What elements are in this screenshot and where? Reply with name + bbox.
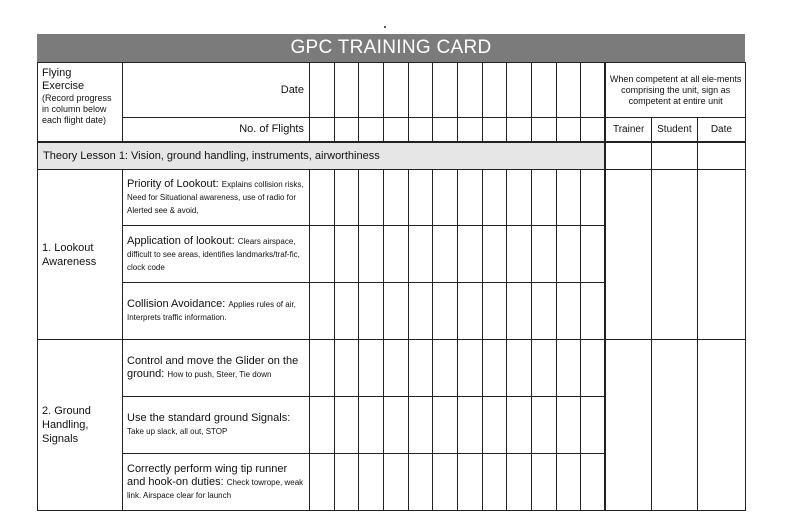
flight-date-cell[interactable] — [531, 63, 556, 118]
progress-cell[interactable] — [556, 226, 581, 283]
progress-cell[interactable] — [359, 170, 384, 226]
progress-cell[interactable] — [310, 397, 335, 454]
training-grid — [37, 62, 746, 511]
progress-cell[interactable] — [457, 226, 482, 283]
progress-cell[interactable] — [408, 454, 433, 511]
element-detail: Applies rules of air, Interprets traffic information. — [127, 300, 296, 322]
element-name: Correctly perform wing tip runner and hook-on duties: — [127, 462, 288, 488]
flight-count-cell[interactable] — [359, 118, 384, 142]
progress-cell[interactable] — [482, 454, 507, 511]
flight-count-cell[interactable] — [383, 118, 408, 142]
flight-date-cell[interactable] — [433, 63, 458, 118]
progress-cell[interactable] — [457, 454, 482, 511]
theory-lesson: Theory Lesson 1: Vision, ground handling, instruments, airworthiness — [38, 142, 606, 170]
element-row — [38, 340, 746, 397]
progress-cell[interactable] — [482, 340, 507, 397]
student-sign-cell[interactable] — [651, 142, 697, 170]
training-card — [37, 34, 745, 510]
flight-date-cell[interactable] — [408, 63, 433, 118]
progress-cell[interactable] — [334, 170, 359, 226]
progress-cell[interactable] — [581, 397, 606, 454]
progress-cell[interactable] — [482, 226, 507, 283]
progress-cell[interactable] — [383, 397, 408, 454]
card-title: GPC TRAINING CARD — [37, 34, 745, 62]
flight-date-cell[interactable] — [310, 63, 335, 118]
progress-cell[interactable] — [531, 454, 556, 511]
progress-cell[interactable] — [482, 170, 507, 226]
progress-cell[interactable] — [556, 283, 581, 340]
trainer-header: Trainer — [605, 118, 651, 142]
flight-count-cell[interactable] — [408, 118, 433, 142]
flight-count-cell[interactable] — [581, 118, 606, 142]
progress-cell[interactable] — [507, 397, 532, 454]
progress-cell[interactable] — [359, 340, 384, 397]
progress-cell[interactable] — [433, 397, 458, 454]
student-sign-cell[interactable] — [651, 340, 697, 511]
progress-cell[interactable] — [457, 340, 482, 397]
flight-date-cell[interactable] — [383, 63, 408, 118]
progress-cell[interactable] — [359, 283, 384, 340]
progress-cell[interactable] — [556, 454, 581, 511]
progress-cell[interactable] — [408, 283, 433, 340]
progress-cell[interactable] — [334, 340, 359, 397]
theory-row — [38, 142, 746, 170]
trainer-sign-cell[interactable] — [605, 170, 651, 340]
date-label: Date — [123, 63, 310, 118]
element-description — [123, 454, 310, 511]
progress-cell[interactable] — [310, 340, 335, 397]
flight-date-cell[interactable] — [581, 63, 606, 118]
unit-title: 1. Lookout Awareness — [38, 170, 123, 340]
progress-cell[interactable] — [334, 397, 359, 454]
date-row — [38, 63, 746, 118]
flight-count-cell[interactable] — [556, 118, 581, 142]
flying-exercise-header: Flying Exercise (Record progress in column below each flight date) — [38, 63, 123, 142]
progress-cell[interactable] — [581, 283, 606, 340]
signoff-date-header: Date — [697, 118, 745, 142]
flight-date-cell[interactable] — [334, 63, 359, 118]
progress-cell[interactable] — [433, 170, 458, 226]
element-name: Collision Avoidance: — [127, 298, 226, 310]
progress-cell[interactable] — [507, 283, 532, 340]
progress-cell[interactable] — [310, 226, 335, 283]
element-description — [123, 340, 310, 397]
element-row — [38, 170, 746, 226]
flight-count-cell[interactable] — [457, 118, 482, 142]
progress-cell[interactable] — [507, 340, 532, 397]
progress-cell[interactable] — [531, 283, 556, 340]
element-name: Use the standard ground Signals: — [127, 412, 291, 424]
element-detail: Explains collision risks, Need for Situational awareness, use of radio for Alerted see & avoid, — [127, 180, 304, 215]
signoff-date-cell[interactable] — [697, 142, 745, 170]
progress-cell[interactable] — [383, 283, 408, 340]
element-detail: Check towrope, weak link. Airspace clear for launch — [127, 477, 304, 500]
progress-cell[interactable] — [433, 226, 458, 283]
scan-mark — [384, 26, 386, 28]
progress-cell[interactable] — [408, 170, 433, 226]
progress-cell[interactable] — [408, 397, 433, 454]
progress-cell[interactable] — [433, 454, 458, 511]
element-description — [123, 283, 310, 340]
progress-cell[interactable] — [581, 226, 606, 283]
signoff-date-cell[interactable] — [697, 170, 745, 340]
progress-cell[interactable] — [581, 340, 606, 397]
element-name: Application of lookout: — [127, 234, 235, 247]
element-detail: Take up slack, all out, STOP — [127, 427, 228, 436]
progress-cell[interactable] — [359, 397, 384, 454]
signoff-date-cell[interactable] — [697, 340, 745, 511]
progress-cell[interactable] — [531, 170, 556, 226]
flight-count-cell[interactable] — [433, 118, 458, 142]
progress-cell[interactable] — [581, 170, 606, 226]
progress-cell[interactable] — [359, 226, 384, 283]
flights-row — [38, 118, 746, 142]
flight-count-cell[interactable] — [310, 118, 335, 142]
element-detail: Clears airspace, difficult to see areas, identifies landmarks/traf-fic, clock code — [127, 236, 300, 272]
flight-date-cell[interactable] — [482, 63, 507, 118]
student-header: Student — [651, 118, 697, 142]
flight-date-cell[interactable] — [507, 63, 532, 118]
progress-cell[interactable] — [359, 454, 384, 511]
progress-cell[interactable] — [531, 397, 556, 454]
element-description — [123, 170, 310, 226]
progress-cell[interactable] — [556, 340, 581, 397]
progress-cell[interactable] — [457, 283, 482, 340]
progress-cell[interactable] — [507, 454, 532, 511]
flight-count-cell[interactable] — [507, 118, 532, 142]
progress-cell[interactable] — [556, 397, 581, 454]
progress-cell[interactable] — [334, 283, 359, 340]
progress-cell[interactable] — [507, 226, 532, 283]
progress-cell[interactable] — [457, 170, 482, 226]
flight-count-cell[interactable] — [334, 118, 359, 142]
progress-cell[interactable] — [433, 340, 458, 397]
element-name: Priority of Lookout: — [127, 178, 219, 190]
element-name: Control and move the Glider on the ground: — [127, 355, 299, 380]
progress-cell[interactable] — [531, 226, 556, 283]
progress-cell[interactable] — [433, 283, 458, 340]
progress-cell[interactable] — [507, 170, 532, 226]
flight-date-cell[interactable] — [359, 63, 384, 118]
flight-count-cell[interactable] — [482, 118, 507, 142]
progress-cell[interactable] — [310, 170, 335, 226]
exercise-header-note: (Record progress in column below each flight date) — [42, 93, 112, 125]
progress-cell[interactable] — [383, 340, 408, 397]
progress-cell[interactable] — [383, 170, 408, 226]
flight-date-cell[interactable] — [556, 63, 581, 118]
progress-cell[interactable] — [581, 454, 606, 511]
progress-cell[interactable] — [556, 170, 581, 226]
trainer-sign-cell[interactable] — [605, 142, 651, 170]
progress-cell[interactable] — [482, 283, 507, 340]
element-description — [123, 226, 310, 283]
competent-note: When competent at all ele-ments comprising the unit, sign as competent at entire unit — [605, 63, 745, 118]
progress-cell[interactable] — [457, 397, 482, 454]
unit-title: 2. Ground Handling, Signals — [38, 340, 123, 511]
progress-cell[interactable] — [334, 226, 359, 283]
element-description — [123, 397, 310, 454]
progress-cell[interactable] — [383, 454, 408, 511]
progress-cell[interactable] — [408, 226, 433, 283]
flight-date-cell[interactable] — [457, 63, 482, 118]
student-sign-cell[interactable] — [651, 170, 697, 340]
progress-cell[interactable] — [310, 283, 335, 340]
progress-cell[interactable] — [334, 454, 359, 511]
progress-cell[interactable] — [482, 397, 507, 454]
trainer-sign-cell[interactable] — [605, 340, 651, 511]
element-detail: How to push, Steer, Tie down — [167, 370, 272, 379]
progress-cell[interactable] — [531, 340, 556, 397]
flight-count-cell[interactable] — [531, 118, 556, 142]
progress-cell[interactable] — [383, 226, 408, 283]
progress-cell[interactable] — [408, 340, 433, 397]
flights-label: No. of Flights — [123, 118, 310, 142]
progress-cell[interactable] — [310, 454, 335, 511]
